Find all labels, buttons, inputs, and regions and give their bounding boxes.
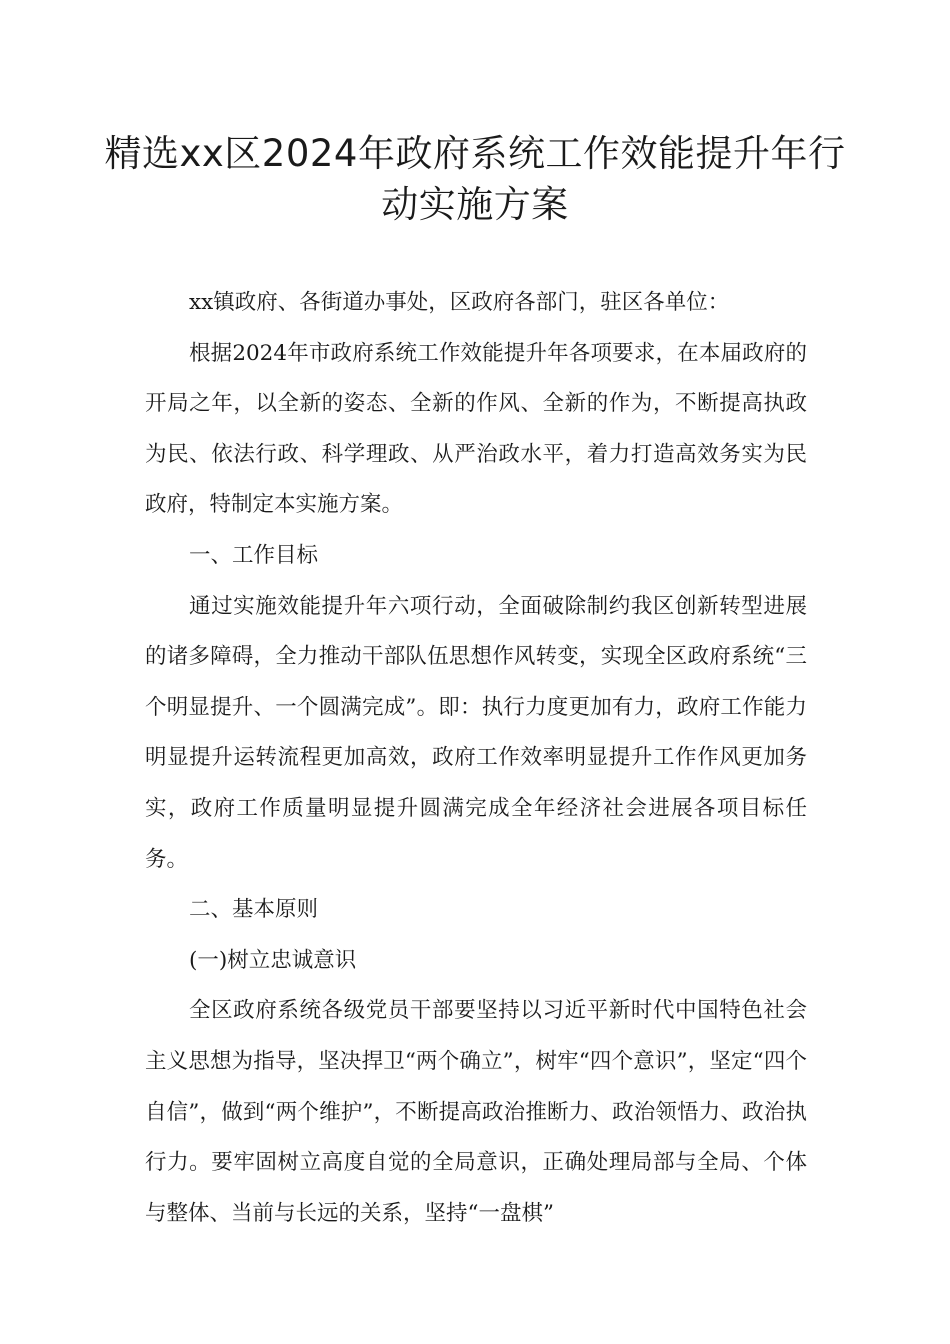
subsection-heading-loyalty: (一)树立忠诚意识 (189, 947, 357, 973)
section-heading-goals: 一、工作目标 (189, 542, 319, 568)
goals-paragraph: 通过实施效能提升年六项行动，全面破除制约我区创新转型进展的诸多障碍，全力推动干部队伍思想作风转变，实现全区政府系统“三个明显提升、一个圆满完成”。即：执行力度更加有力，政府工作能力明显提升运转流程更加高效，政府工作效率明显提升工作作风更加务实，政府工作质量明显提升圆满完成全年经济社会进展各项目标任务。 (145, 593, 807, 872)
loyalty-paragraph: 全区政府系统各级党员干部要坚持以习近平新时代中国特色社会主义思想为指导，坚决捍卫“两个确立”，树牢“四个意识”，坚定“四个自信”，做到“两个维护”，不断提高政治推断力、政治领悟力、政治执行力。要牢固树立高度自觉的全局意识，正确处理局部与全局、个体与整体、当前与长远的关系，坚持“一盘棋” (145, 998, 807, 1226)
intro-paragraph: 根据2024年市政府系统工作效能提升年各项要求，在本届政府的开局之年，以全新的姿态、全新的作风、全新的作为，不断提高执政为民、依法行政、科学理政、从严治政水平，着力打造高效务实为民政府，特制定本实施方案。 (145, 340, 807, 518)
document-body (145, 278, 807, 1239)
document-title: 精选xx区2024年政府系统工作效能提升年行动实施方案 (104, 132, 846, 226)
section-heading-principles: 二、基本原则 (189, 897, 319, 923)
salutation-paragraph: xx镇政府、各街道办事处，区政府各部门，驻区各单位： (189, 290, 730, 315)
